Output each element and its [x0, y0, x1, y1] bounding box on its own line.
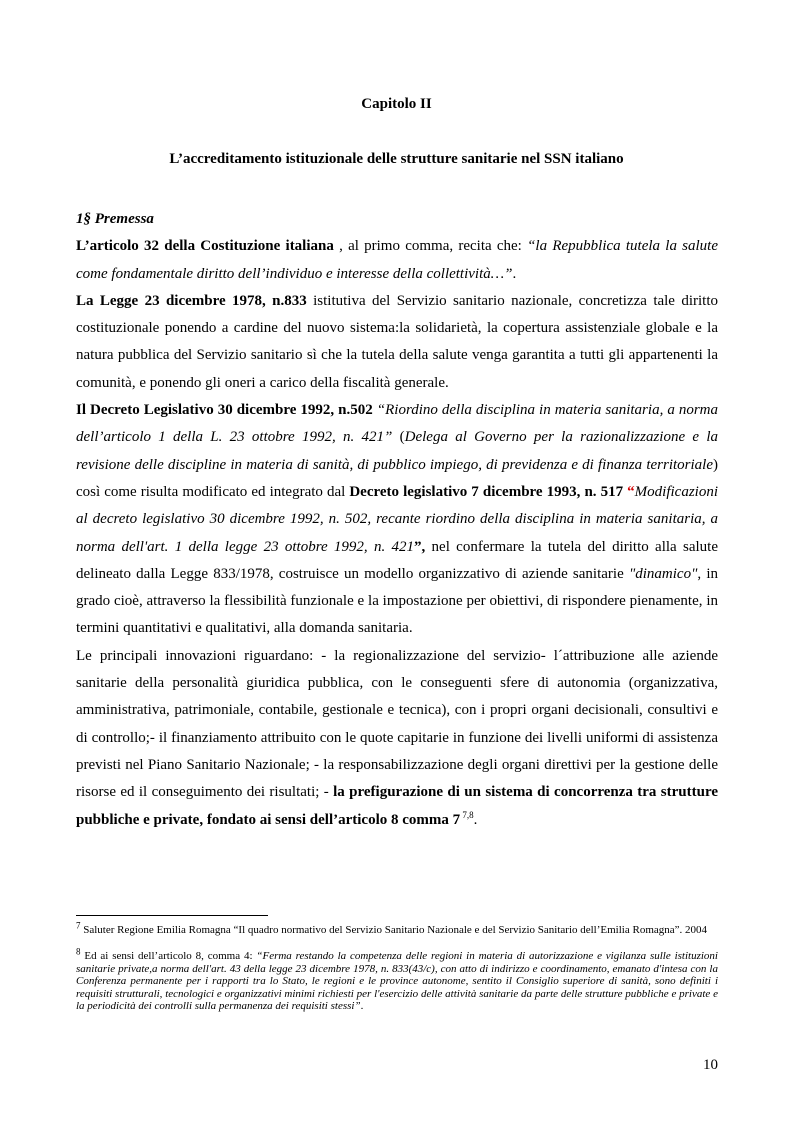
footnote-separator: [76, 915, 268, 916]
paragraph-4: [76, 643, 718, 834]
footnote-8-mark: 8: [76, 946, 81, 957]
p1-bold: L’articolo 32 della Costituzione italiana: [76, 238, 334, 255]
footnote-8-text: Ed ai sensi dell’articolo 8, comma 4:: [80, 950, 257, 962]
p2-bold: La Legge 23 dicembre 1978, n.833: [76, 292, 307, 309]
chapter-title: L’accreditamento istituzionale delle strutture sanitarie nel SSN italiano: [169, 151, 624, 167]
paragraph-3: [76, 397, 718, 643]
footnote-7: [76, 920, 718, 937]
p3-red-quote: “: [623, 483, 635, 500]
page-number: 10: [703, 1057, 718, 1073]
p4-bold: la prefigurazione di un sistema di concorrenza tra strutture pubbliche e private, fondato ai sensi dell’articolo 8 comma 7: [76, 784, 718, 828]
paragraph-1: [76, 233, 718, 288]
p2-text: istitutiva del Servizio sanitario nazionale, concretizza tale diritto costituzionale ponendo a cardine del nuovo sistema:la solidarietà, la copertura assistenziale globale e la natura pubblica del Servizio sanitario sì che la tutela della salute venga garantita a tutti gli appartenenti la comunità, e ponendo gli oneri a carico della fiscalità generale.: [76, 292, 719, 391]
p1-quote: “la Repubblica tutela la salute come fondamentale diritto dell’individuo e interesse della collettività…”: [76, 238, 718, 282]
p1-text: , al primo comma, recita che:: [333, 238, 528, 255]
p3-italic-4: "dinamico": [628, 565, 698, 582]
footnote-7-mark: 7: [76, 920, 81, 931]
p3-italic-3: Modificazioni al decreto legislativo 30 dicembre 1992, n. 502, recante riordino della disciplina in materia sanitaria, a norma dell'art. 1 della legge 23 ottobre 1992, n. 421: [76, 483, 718, 555]
p4-footnote-refs[interactable]: 7,8: [460, 809, 474, 820]
section-heading: 1§ Premessa: [76, 211, 154, 227]
footnote-8-end: .: [360, 1000, 364, 1013]
p3-italic-1: “Riordino della disciplina in materia sanitaria, a norma dell’articolo 1 della L. 23 ottobre 1992, n. 421”: [76, 402, 718, 446]
footnote-8: [76, 946, 718, 1013]
p3-bold-3: ”,: [414, 538, 426, 555]
p1-end: .: [512, 265, 517, 282]
paragraph-2: [76, 288, 718, 397]
footnote-8-quote: “Ferma restando la competenza delle regioni in materia di autorizzazione e vigilanza sulle istituzioni sanitarie private,a norma dell'art. 43 della legge 23 dicembre 1978, n. 833(43/c), con atto di indirizzo e coordinamento, emanato d'intesa con la Conferenza permanente per i rapporti tra lo Stato, le regioni e le province autonome, sentito il Consiglio superiore di sanità, sono definiti i requisiti strutturali, tecnologici e organizzativi minimi richiesti per l'esercizio delle attività sanitarie da parte delle strutture pubbliche e private e la periodicità dei controlli sulla permanenza dei requisiti stessi”: [76, 950, 718, 1013]
chapter-heading: Capitolo II: [361, 96, 432, 112]
p3-text-4: , in grado cioè, attraverso la flessibilità funzionale e la impostazione per obiettivi, di rispondere pienamente, in termini quantitativi e qualitativi, alla domanda sanitaria.: [76, 565, 719, 637]
p3-italic-2: Delega al Governo per la razionalizzazione e la revisione delle discipline in materia di sanità, di pubblico impiego, di previdenza e di finanza territoriale: [76, 429, 718, 473]
p4-end: .: [473, 811, 478, 828]
p3-text-3: nel confermare la tutela del diritto alla salute delineato dalla Legge 833/1978, costruisce un modello organizzativo di aziende sanitarie: [76, 538, 718, 582]
footnote-7-text: Saluter Regione Emilia Romagna “Il quadro normativo del Servizio Sanitario Nazionale e del Servizio Sanitario dell’Emilia Romagna”. 2004: [80, 924, 708, 936]
p4-text: Le principali innovazioni riguardano: - la regionalizzazione del servizio- l´attribuzione alle aziende sanitarie della personalità giuridica pubblica, con le conseguenti sfere di autonomia (organizzativa, amministrativa, patrimoniale, contabile, gestionale e tecnica), con i propri organi decisionali, consultivi e di controllo;- il finanziamento attribuito con le quote capitarie in funzione dei livelli uniformi di assistenza previsti nel Piano Sanitario Nazionale; - la responsabilizzazione degli organi direttivi per la gestione delle risorse ed il conseguimento dei risultati; -: [76, 647, 718, 801]
p3-bold-1: Il Decreto Legislativo 30 dicembre 1992, n.502: [76, 402, 373, 419]
p3-text-2: ) così come risulta modificato ed integrato dal: [76, 456, 718, 500]
body-text: [76, 206, 718, 834]
p3-text-1: (: [392, 429, 405, 446]
p3-bold-2: Decreto legislativo 7 dicembre 1993, n. 517: [349, 483, 624, 500]
